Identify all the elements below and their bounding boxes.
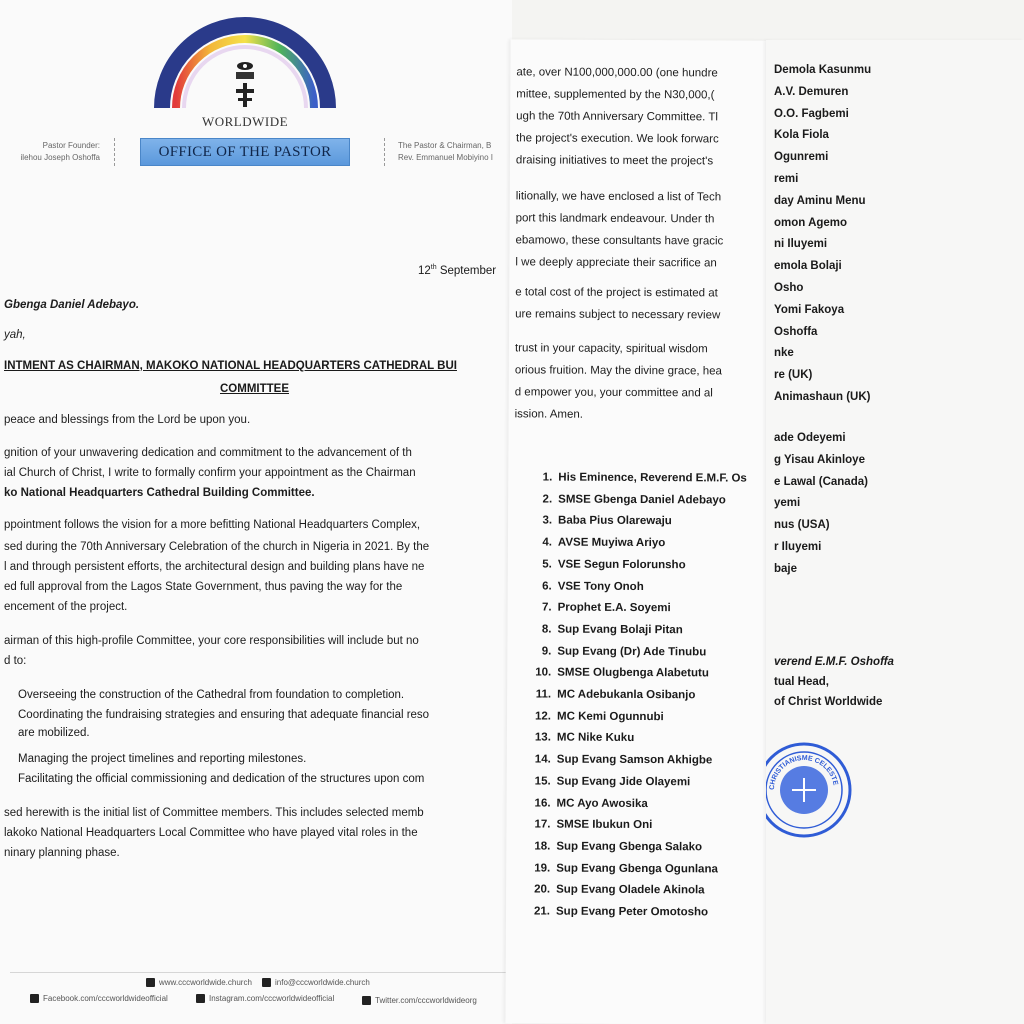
- responsibility-item: Managing the project timelines and reporting milestones.: [18, 753, 307, 765]
- committee-name-item: Demola Kasunmu: [774, 64, 872, 76]
- paragraph-line: ninary planning phase.: [4, 847, 120, 859]
- committee-member-item: [526, 602, 671, 615]
- member-name: MC Nike Kuku: [556, 731, 635, 745]
- member-number: 11.: [535, 688, 552, 701]
- committee-name-item: O.O. Fagbemi: [774, 107, 849, 120]
- committee-name-item: r Iluyemi: [774, 541, 822, 553]
- stamp-text: CHRISTIANISME CELESTE: [768, 754, 839, 791]
- committee-name-item: remi: [774, 173, 799, 185]
- worldwide-label: WORLDWIDE: [201, 114, 289, 129]
- member-number: 9.: [541, 645, 552, 658]
- committee-member-item: [525, 797, 648, 810]
- member-name: Sup Evang Bolaji Pitan: [557, 623, 683, 637]
- footer-website-text: www.cccworldwide.church: [159, 978, 252, 987]
- church-seal-stamp: [766, 740, 864, 840]
- committee-member-item: [525, 667, 709, 680]
- signatory-name: verend E.M.F. Oshoffa: [774, 656, 894, 668]
- letter-heading-line-2: COMMITTEE: [220, 383, 289, 395]
- footer-website: [146, 978, 252, 987]
- footer-instagram-text: Instagram.com/cccworldwideofficial: [209, 994, 335, 1003]
- date-day: 12: [418, 264, 431, 277]
- member-number: 20.: [534, 883, 551, 896]
- paragraph-line: sed during the 70th Anniversary Celebration of the church in Nigeria in 2021. By the: [4, 541, 430, 553]
- church-logo: [150, 8, 340, 118]
- member-number: 2.: [542, 493, 553, 506]
- signatory-org: of Christ Worldwide: [774, 696, 883, 708]
- paragraph-line: d to:: [4, 655, 27, 667]
- committee-member-item: [526, 558, 686, 571]
- paragraph-line: ko National Headquarters Cathedral Building Committee.: [4, 487, 315, 499]
- paragraph-line: ugh the 70th Anniversary Committee. Tl: [516, 110, 718, 124]
- member-name: Sup Evang Jide Olayemi: [556, 775, 691, 789]
- committee-name-item: Animashaun (UK): [774, 391, 871, 403]
- date-suffix: th: [430, 264, 437, 271]
- member-number: 7.: [541, 601, 552, 614]
- chairman-name: Rev. Emmanuel Mobiyino I: [398, 153, 493, 162]
- facebook-icon: [30, 994, 39, 1003]
- footer-facebook-text: Facebook.com/cccworldwideofficial: [43, 994, 168, 1003]
- member-name: Sup Evang Samson Akhigbe: [556, 753, 713, 767]
- paragraph-line: l we deeply appreciate their sacrifice an: [515, 256, 717, 270]
- footer-divider: [10, 972, 508, 973]
- church-logo-icon: [150, 8, 340, 118]
- paragraph-line: draising initiatives to meet the project's: [515, 154, 714, 168]
- footer-instagram: [196, 994, 334, 1003]
- responsibility-item: Overseeing the construction of the Cathedral from foundation to completion.: [18, 689, 405, 701]
- committee-member-item: [524, 840, 702, 853]
- member-name: MC Adebukanla Osibanjo: [557, 688, 696, 702]
- mail-icon: [262, 978, 271, 987]
- paragraph-line: ebamowo, these consultants have gracic: [515, 234, 724, 248]
- member-name: MC Kemi Ogunnubi: [557, 710, 664, 723]
- member-name: SMSE Gbenga Daniel Adebayo: [558, 493, 726, 507]
- letter-page-right: [766, 40, 1024, 1024]
- responsibility-item: are mobilized.: [18, 727, 90, 739]
- member-number: 17.: [534, 818, 551, 831]
- committee-member-item: [526, 471, 747, 484]
- date-month: September: [436, 264, 497, 277]
- committee-member-item: [525, 688, 695, 701]
- paragraph-line: trust in your capacity, spiritual wisdom: [514, 342, 708, 356]
- paragraph-line: encement of the project.: [4, 601, 128, 613]
- member-name: VSE Tony Onoh: [557, 580, 644, 593]
- committee-name-item: omon Agemo: [774, 216, 848, 229]
- letter-date: [418, 264, 496, 277]
- committee-name-item: re (UK): [774, 369, 813, 382]
- committee-name-item: yemi: [774, 497, 801, 510]
- member-number: 16.: [534, 796, 551, 810]
- member-number: 8.: [541, 623, 552, 636]
- paragraph-line: sed herewith is the initial list of Committee members. This includes selected memb: [4, 807, 424, 819]
- member-name: Sup Evang (Dr) Ade Tinubu: [557, 645, 707, 658]
- committee-name-item: nke: [774, 347, 794, 360]
- committee-name-item: nus (USA): [774, 519, 830, 532]
- member-name: Sup Evang Gbenga Salako: [556, 840, 703, 854]
- member-number: 14.: [534, 753, 551, 766]
- committee-name-item: Osho: [774, 282, 804, 294]
- instagram-icon: [196, 994, 205, 1003]
- committee-member-item: [526, 580, 644, 593]
- committee-member-item: [526, 537, 665, 550]
- founder-label: Pastor Founder:: [42, 141, 100, 150]
- paragraph-line: port this landmark endeavour. Under th: [515, 212, 715, 226]
- addressee: Gbenga Daniel Adebayo.: [4, 299, 140, 311]
- committee-name-item: day Aminu Menu: [774, 194, 866, 207]
- member-name: Sup Evang Oladele Akinola: [556, 883, 705, 897]
- member-name: AVSE Muyiwa Ariyo: [557, 536, 666, 550]
- committee-member-item: [524, 905, 708, 918]
- paragraph-line: ed full approval from the Lagos State Government, thus paving the way for the: [4, 581, 403, 593]
- responsibility-item: Coordinating the fundraising strategies and ensuring that adequate financial reso: [18, 709, 430, 721]
- member-name: MC Ayo Awosika: [556, 797, 648, 810]
- seal-stamp-icon: [766, 740, 864, 840]
- committee-member-item: [524, 862, 718, 875]
- salutation: yah,: [4, 329, 26, 341]
- member-name: Sup Evang Peter Omotosho: [555, 905, 709, 919]
- member-name: Prophet E.A. Soyemi: [557, 601, 671, 615]
- paragraph-line: ial Church of Christ, I write to formally confirm your appointment as the Chairman: [4, 467, 416, 479]
- member-name: SMSE Olugbenga Alabetutu: [557, 666, 709, 680]
- pastor-chairman: [398, 140, 510, 164]
- responsibility-item: Facilitating the official commissioning and dedication of the structures upon com: [18, 773, 425, 785]
- committee-name-item: Oshoffa: [774, 325, 818, 338]
- paragraph-line: e total cost of the project is estimated at: [515, 286, 718, 300]
- divider: [384, 138, 390, 166]
- committee-member-item: [526, 493, 726, 506]
- committee-name-item: emola Bolaji: [774, 260, 842, 273]
- footer-email-text: info@cccworldwide.church: [275, 978, 370, 987]
- member-number: 13.: [534, 731, 551, 744]
- paragraph-line: the project's execution. We look forwarc: [516, 132, 719, 146]
- paragraph-line: ission. Amen.: [514, 408, 584, 421]
- paragraph-line: orious fruition. May the divine grace, hea: [514, 364, 722, 378]
- committee-name-item: baje: [774, 562, 798, 575]
- letter-page-middle: [505, 39, 772, 1024]
- office-of-pastor-banner: OFFICE OF THE PASTOR: [140, 138, 350, 166]
- member-name: VSE Segun Folorunsho: [557, 558, 686, 572]
- member-name: His Eminence, Reverend E.M.F. Os: [558, 471, 747, 485]
- committee-name-item: Yomi Fakoya: [774, 303, 845, 316]
- committee-name-item: Kola Fiola: [774, 129, 829, 142]
- committee-member-item: [525, 753, 713, 766]
- founder-name: ilehou Joseph Oshoffa: [20, 153, 100, 162]
- committee-member-item: [526, 515, 672, 528]
- paragraph-line: ate, over N100,000,000.00 (one hundre: [516, 66, 718, 80]
- member-number: 12.: [535, 710, 552, 723]
- member-name: Baba Pius Olarewaju: [558, 514, 672, 528]
- committee-member-item: [524, 884, 705, 897]
- chairman-label: The Pastor & Chairman, B: [398, 141, 492, 150]
- committee-name-item: A.V. Demuren: [774, 85, 849, 98]
- member-number: 5.: [542, 558, 552, 571]
- committee-member-item: [525, 775, 691, 788]
- member-number: 6.: [542, 579, 552, 593]
- paragraph-line: d empower you, your committee and al: [514, 386, 713, 400]
- member-name: SMSE Ibukun Oni: [556, 818, 653, 832]
- paragraph-line: l and through persistent efforts, the architectural design and building plans have ne: [4, 561, 425, 573]
- member-number: 15.: [534, 775, 551, 788]
- member-number: 10.: [535, 666, 552, 679]
- committee-member-item: [525, 623, 682, 636]
- committee-member-item: [525, 732, 634, 745]
- committee-name-item: ni Iluyemi: [774, 238, 828, 251]
- divider: [114, 138, 120, 166]
- paragraph-line: mittee, supplemented by the N30,000,(: [516, 88, 715, 102]
- member-number: 21.: [533, 905, 551, 918]
- paragraph-line: airman of this high-profile Committee, your core responsibilities will include but no: [4, 635, 419, 647]
- member-number: 4.: [542, 536, 552, 549]
- footer-twitter: [362, 996, 477, 1005]
- member-number: 19.: [534, 862, 551, 875]
- signatory-title: tual Head,: [774, 676, 829, 688]
- paragraph-line: ure remains subject to necessary review: [515, 308, 721, 322]
- globe-icon: [146, 978, 155, 987]
- committee-name-item: ade Odeyemi: [774, 432, 846, 444]
- committee-name-item: Ogunremi: [774, 151, 829, 164]
- committee-member-item: [524, 819, 652, 832]
- committee-member-item: [525, 710, 664, 723]
- pastor-founder: [8, 140, 100, 164]
- committee-name-item: g Yisau Akinloye: [774, 453, 865, 466]
- committee-name-item: e Lawal (Canada): [774, 475, 868, 488]
- paragraph-line: lakoko National Headquarters Local Committee who have played vital roles in the: [4, 827, 418, 839]
- letter-heading: INTMENT AS CHAIRMAN, MAKOKO NATIONAL HEADQUARTERS CATHEDRAL BUI: [4, 360, 457, 372]
- twitter-icon: [362, 996, 371, 1005]
- footer-facebook: [30, 994, 168, 1003]
- paragraph-line: ppointment follows the vision for a more befitting National Headquarters Complex,: [4, 519, 421, 531]
- footer-email: [262, 978, 370, 987]
- paragraph-line: gnition of your unwavering dedication and commitment to the advancement of th: [4, 447, 412, 459]
- footer-twitter-text: Twitter.com/cccworldwideorg: [375, 996, 477, 1005]
- committee-member-item: [525, 645, 706, 658]
- paragraph-line: litionally, we have enclosed a list of Tech: [515, 190, 722, 204]
- member-number: 1.: [542, 471, 553, 484]
- member-number: 3.: [542, 514, 553, 527]
- greeting: peace and blessings from the Lord be upon you.: [4, 414, 251, 426]
- member-number: 18.: [534, 840, 551, 853]
- member-name: Sup Evang Gbenga Ogunlana: [556, 862, 718, 876]
